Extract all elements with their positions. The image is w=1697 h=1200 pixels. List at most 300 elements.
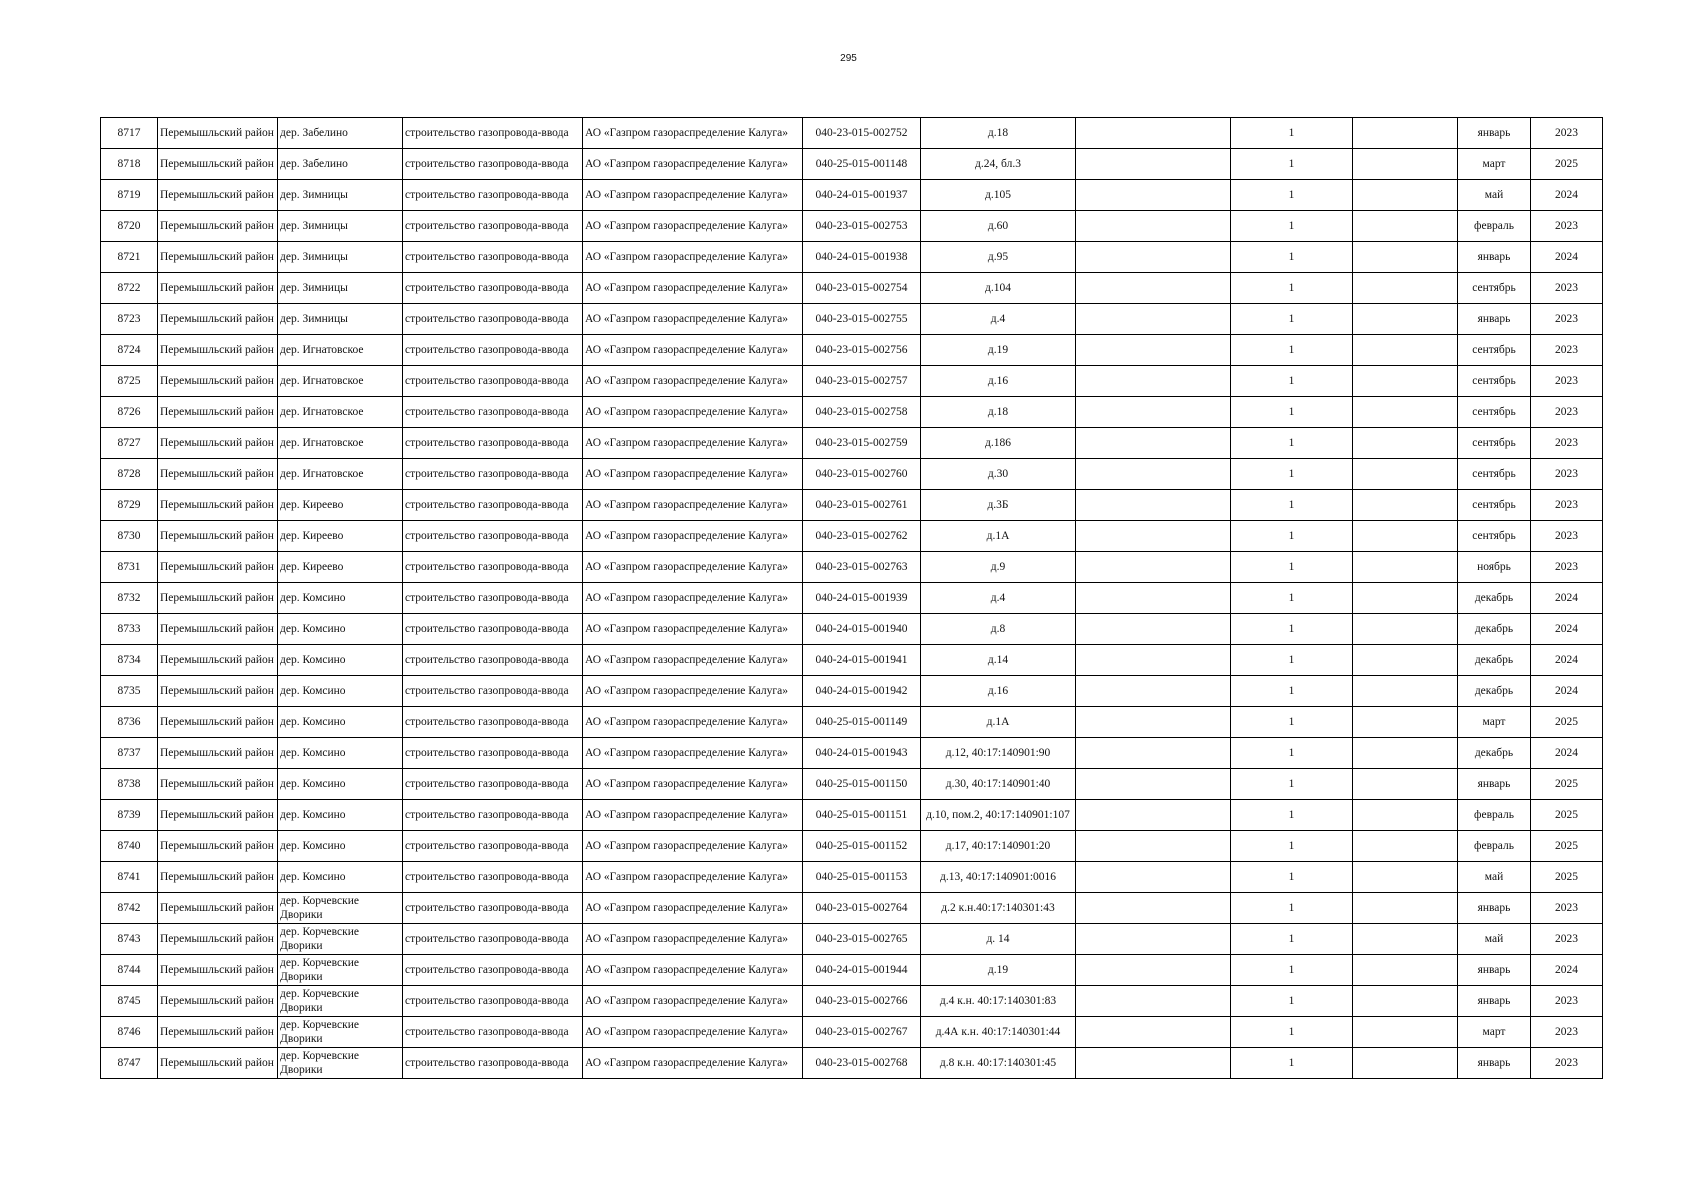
address-cell: д.16 xyxy=(921,366,1076,397)
empty-cell xyxy=(1353,893,1458,924)
address-cell: д.14 xyxy=(921,645,1076,676)
quantity-cell: 1 xyxy=(1231,366,1353,397)
district-cell: Перемышльский район xyxy=(158,397,278,428)
address-cell: д.9 xyxy=(921,552,1076,583)
district-cell: Перемышльский район xyxy=(158,149,278,180)
address-cell: д.186 xyxy=(921,428,1076,459)
empty-cell xyxy=(1076,273,1231,304)
quantity-cell: 1 xyxy=(1231,304,1353,335)
district-cell: Перемышльский район xyxy=(158,552,278,583)
settlement-cell: дер. Корчевские Дворики xyxy=(278,955,403,986)
inventory-number-cell: 040-24-015-001937 xyxy=(803,180,921,211)
month-cell: январь xyxy=(1458,893,1531,924)
row-number: 8720 xyxy=(101,211,158,242)
empty-cell xyxy=(1076,893,1231,924)
table-row xyxy=(101,893,1603,924)
row-number: 8741 xyxy=(101,862,158,893)
organization-cell: АО «Газпром газораспределение Калуга» xyxy=(583,769,803,800)
settlement-cell: дер. Комсино xyxy=(278,676,403,707)
quantity-cell: 1 xyxy=(1231,862,1353,893)
district-cell: Перемышльский район xyxy=(158,273,278,304)
quantity-cell: 1 xyxy=(1231,986,1353,1017)
month-cell: январь xyxy=(1458,955,1531,986)
row-number: 8725 xyxy=(101,366,158,397)
work-type-cell: строительство газопровода-ввода xyxy=(403,397,583,428)
inventory-number-cell: 040-24-015-001938 xyxy=(803,242,921,273)
table-row xyxy=(101,800,1603,831)
month-cell: ноябрь xyxy=(1458,552,1531,583)
address-cell: д.30 xyxy=(921,459,1076,490)
district-cell: Перемышльский район xyxy=(158,986,278,1017)
work-type-cell: строительство газопровода-ввода xyxy=(403,800,583,831)
row-number: 8739 xyxy=(101,800,158,831)
month-cell: сентябрь xyxy=(1458,397,1531,428)
empty-cell xyxy=(1353,397,1458,428)
month-cell: март xyxy=(1458,1017,1531,1048)
organization-cell: АО «Газпром газораспределение Калуга» xyxy=(583,304,803,335)
table-row xyxy=(101,521,1603,552)
year-cell: 2023 xyxy=(1531,428,1603,459)
quantity-cell: 1 xyxy=(1231,893,1353,924)
month-cell: декабрь xyxy=(1458,645,1531,676)
table-row xyxy=(101,211,1603,242)
work-type-cell: строительство газопровода-ввода xyxy=(403,242,583,273)
month-cell: май xyxy=(1458,924,1531,955)
address-cell: д.13, 40:17:140901:0016 xyxy=(921,862,1076,893)
table-row xyxy=(101,1017,1603,1048)
row-number: 8744 xyxy=(101,955,158,986)
empty-cell xyxy=(1353,583,1458,614)
row-number: 8729 xyxy=(101,490,158,521)
organization-cell: АО «Газпром газораспределение Калуга» xyxy=(583,583,803,614)
empty-cell xyxy=(1353,242,1458,273)
quantity-cell: 1 xyxy=(1231,614,1353,645)
district-cell: Перемышльский район xyxy=(158,769,278,800)
organization-cell: АО «Газпром газораспределение Калуга» xyxy=(583,366,803,397)
empty-cell xyxy=(1076,397,1231,428)
quantity-cell: 1 xyxy=(1231,800,1353,831)
quantity-cell: 1 xyxy=(1231,211,1353,242)
year-cell: 2023 xyxy=(1531,397,1603,428)
empty-cell xyxy=(1353,707,1458,738)
inventory-number-cell: 040-24-015-001940 xyxy=(803,614,921,645)
inventory-number-cell: 040-25-015-001153 xyxy=(803,862,921,893)
row-number: 8724 xyxy=(101,335,158,366)
organization-cell: АО «Газпром газораспределение Калуга» xyxy=(583,893,803,924)
quantity-cell: 1 xyxy=(1231,676,1353,707)
table-row xyxy=(101,428,1603,459)
district-cell: Перемышльский район xyxy=(158,955,278,986)
district-cell: Перемышльский район xyxy=(158,738,278,769)
year-cell: 2024 xyxy=(1531,738,1603,769)
empty-cell xyxy=(1076,552,1231,583)
settlement-cell: дер. Комсино xyxy=(278,614,403,645)
quantity-cell: 1 xyxy=(1231,521,1353,552)
settlement-cell: дер. Зимницы xyxy=(278,211,403,242)
table-body xyxy=(101,118,1603,1079)
empty-cell xyxy=(1076,800,1231,831)
settlement-cell: дер. Корчевские Дворики xyxy=(278,893,403,924)
empty-cell xyxy=(1353,273,1458,304)
work-type-cell: строительство газопровода-ввода xyxy=(403,707,583,738)
inventory-number-cell: 040-23-015-002759 xyxy=(803,428,921,459)
empty-cell xyxy=(1353,614,1458,645)
settlement-cell: дер. Киреево xyxy=(278,490,403,521)
table-row xyxy=(101,676,1603,707)
table-row xyxy=(101,738,1603,769)
table-row xyxy=(101,986,1603,1017)
quantity-cell: 1 xyxy=(1231,180,1353,211)
table-row xyxy=(101,335,1603,366)
empty-cell xyxy=(1353,304,1458,335)
address-cell: д.24, бл.3 xyxy=(921,149,1076,180)
work-type-cell: строительство газопровода-ввода xyxy=(403,1017,583,1048)
empty-cell xyxy=(1076,149,1231,180)
organization-cell: АО «Газпром газораспределение Калуга» xyxy=(583,490,803,521)
empty-cell xyxy=(1076,211,1231,242)
year-cell: 2023 xyxy=(1531,552,1603,583)
month-cell: январь xyxy=(1458,986,1531,1017)
organization-cell: АО «Газпром газораспределение Калуга» xyxy=(583,862,803,893)
empty-cell xyxy=(1076,335,1231,366)
empty-cell xyxy=(1076,459,1231,490)
year-cell: 2023 xyxy=(1531,273,1603,304)
year-cell: 2024 xyxy=(1531,645,1603,676)
month-cell: сентябрь xyxy=(1458,521,1531,552)
year-cell: 2023 xyxy=(1531,366,1603,397)
quantity-cell: 1 xyxy=(1231,831,1353,862)
empty-cell xyxy=(1353,986,1458,1017)
organization-cell: АО «Газпром газораспределение Калуга» xyxy=(583,552,803,583)
empty-cell xyxy=(1076,490,1231,521)
work-type-cell: строительство газопровода-ввода xyxy=(403,831,583,862)
address-cell: д.105 xyxy=(921,180,1076,211)
quantity-cell: 1 xyxy=(1231,1017,1353,1048)
month-cell: сентябрь xyxy=(1458,366,1531,397)
settlement-cell: дер. Корчевские Дворики xyxy=(278,924,403,955)
inventory-number-cell: 040-23-015-002763 xyxy=(803,552,921,583)
address-cell: д.95 xyxy=(921,242,1076,273)
month-cell: декабрь xyxy=(1458,583,1531,614)
inventory-number-cell: 040-23-015-002754 xyxy=(803,273,921,304)
district-cell: Перемышльский район xyxy=(158,707,278,738)
work-type-cell: строительство газопровода-ввода xyxy=(403,521,583,552)
row-number: 8738 xyxy=(101,769,158,800)
settlement-cell: дер. Комсино xyxy=(278,738,403,769)
month-cell: январь xyxy=(1458,1048,1531,1079)
work-type-cell: строительство газопровода-ввода xyxy=(403,924,583,955)
empty-cell xyxy=(1353,521,1458,552)
district-cell: Перемышльский район xyxy=(158,924,278,955)
quantity-cell: 1 xyxy=(1231,149,1353,180)
work-type-cell: строительство газопровода-ввода xyxy=(403,149,583,180)
district-cell: Перемышльский район xyxy=(158,490,278,521)
row-number: 8730 xyxy=(101,521,158,552)
year-cell: 2023 xyxy=(1531,335,1603,366)
table-row xyxy=(101,769,1603,800)
month-cell: сентябрь xyxy=(1458,273,1531,304)
empty-cell xyxy=(1353,862,1458,893)
month-cell: декабрь xyxy=(1458,614,1531,645)
quantity-cell: 1 xyxy=(1231,769,1353,800)
work-type-cell: строительство газопровода-ввода xyxy=(403,211,583,242)
empty-cell xyxy=(1076,614,1231,645)
address-cell: д.16 xyxy=(921,676,1076,707)
table-row xyxy=(101,924,1603,955)
inventory-number-cell: 040-23-015-002766 xyxy=(803,986,921,1017)
row-number: 8723 xyxy=(101,304,158,335)
district-cell: Перемышльский район xyxy=(158,366,278,397)
table-row xyxy=(101,955,1603,986)
address-cell: д.12, 40:17:140901:90 xyxy=(921,738,1076,769)
month-cell: сентябрь xyxy=(1458,490,1531,521)
organization-cell: АО «Газпром газораспределение Калуга» xyxy=(583,738,803,769)
year-cell: 2024 xyxy=(1531,242,1603,273)
settlement-cell: дер. Зимницы xyxy=(278,273,403,304)
year-cell: 2023 xyxy=(1531,211,1603,242)
work-type-cell: строительство газопровода-ввода xyxy=(403,118,583,149)
empty-cell xyxy=(1353,490,1458,521)
empty-cell xyxy=(1353,1017,1458,1048)
inventory-number-cell: 040-25-015-001152 xyxy=(803,831,921,862)
work-type-cell: строительство газопровода-ввода xyxy=(403,459,583,490)
table-row xyxy=(101,397,1603,428)
work-type-cell: строительство газопровода-ввода xyxy=(403,955,583,986)
address-cell: д.60 xyxy=(921,211,1076,242)
work-type-cell: строительство газопровода-ввода xyxy=(403,366,583,397)
inventory-number-cell: 040-25-015-001149 xyxy=(803,707,921,738)
empty-cell xyxy=(1353,428,1458,459)
table-row xyxy=(101,118,1603,149)
organization-cell: АО «Газпром газораспределение Калуга» xyxy=(583,149,803,180)
empty-cell xyxy=(1076,707,1231,738)
settlement-cell: дер. Корчевские Дворики xyxy=(278,986,403,1017)
settlement-cell: дер. Игнатовское xyxy=(278,428,403,459)
table-row xyxy=(101,304,1603,335)
organization-cell: АО «Газпром газораспределение Калуга» xyxy=(583,614,803,645)
empty-cell xyxy=(1353,831,1458,862)
address-cell: д.3Б xyxy=(921,490,1076,521)
work-type-cell: строительство газопровода-ввода xyxy=(403,335,583,366)
empty-cell xyxy=(1353,211,1458,242)
work-type-cell: строительство газопровода-ввода xyxy=(403,490,583,521)
table-row xyxy=(101,645,1603,676)
empty-cell xyxy=(1076,924,1231,955)
year-cell: 2024 xyxy=(1531,583,1603,614)
table-row xyxy=(101,180,1603,211)
work-type-cell: строительство газопровода-ввода xyxy=(403,1048,583,1079)
district-cell: Перемышльский район xyxy=(158,304,278,335)
address-cell: д.2 к.н.40:17:140301:43 xyxy=(921,893,1076,924)
month-cell: май xyxy=(1458,862,1531,893)
address-cell: д.19 xyxy=(921,335,1076,366)
empty-cell xyxy=(1076,521,1231,552)
inventory-number-cell: 040-23-015-002762 xyxy=(803,521,921,552)
year-cell: 2023 xyxy=(1531,986,1603,1017)
empty-cell xyxy=(1353,645,1458,676)
district-cell: Перемышльский район xyxy=(158,211,278,242)
empty-cell xyxy=(1076,242,1231,273)
empty-cell xyxy=(1353,118,1458,149)
quantity-cell: 1 xyxy=(1231,273,1353,304)
year-cell: 2025 xyxy=(1531,862,1603,893)
work-type-cell: строительство газопровода-ввода xyxy=(403,893,583,924)
month-cell: сентябрь xyxy=(1458,335,1531,366)
empty-cell xyxy=(1353,366,1458,397)
inventory-number-cell: 040-25-015-001151 xyxy=(803,800,921,831)
address-cell: д.8 xyxy=(921,614,1076,645)
organization-cell: АО «Газпром газораспределение Калуга» xyxy=(583,118,803,149)
empty-cell xyxy=(1353,738,1458,769)
inventory-number-cell: 040-23-015-002760 xyxy=(803,459,921,490)
empty-cell xyxy=(1076,366,1231,397)
empty-cell xyxy=(1353,335,1458,366)
empty-cell xyxy=(1353,676,1458,707)
district-cell: Перемышльский район xyxy=(158,862,278,893)
year-cell: 2025 xyxy=(1531,800,1603,831)
inventory-number-cell: 040-23-015-002768 xyxy=(803,1048,921,1079)
year-cell: 2024 xyxy=(1531,676,1603,707)
inventory-number-cell: 040-24-015-001941 xyxy=(803,645,921,676)
quantity-cell: 1 xyxy=(1231,924,1353,955)
row-number: 8731 xyxy=(101,552,158,583)
address-cell: д. 14 xyxy=(921,924,1076,955)
quantity-cell: 1 xyxy=(1231,1048,1353,1079)
organization-cell: АО «Газпром газораспределение Калуга» xyxy=(583,707,803,738)
page-number: 295 xyxy=(840,53,857,64)
organization-cell: АО «Газпром газораспределение Калуга» xyxy=(583,459,803,490)
quantity-cell: 1 xyxy=(1231,242,1353,273)
settlement-cell: дер. Киреево xyxy=(278,552,403,583)
year-cell: 2023 xyxy=(1531,521,1603,552)
year-cell: 2025 xyxy=(1531,149,1603,180)
address-cell: д.4А к.н. 40:17:140301:44 xyxy=(921,1017,1076,1048)
district-cell: Перемышльский район xyxy=(158,1048,278,1079)
settlement-cell: дер. Комсино xyxy=(278,800,403,831)
row-number: 8726 xyxy=(101,397,158,428)
settlement-cell: дер. Комсино xyxy=(278,707,403,738)
month-cell: март xyxy=(1458,707,1531,738)
work-type-cell: строительство газопровода-ввода xyxy=(403,676,583,707)
month-cell: январь xyxy=(1458,242,1531,273)
year-cell: 2023 xyxy=(1531,1017,1603,1048)
inventory-number-cell: 040-23-015-002758 xyxy=(803,397,921,428)
organization-cell: АО «Газпром газораспределение Калуга» xyxy=(583,180,803,211)
address-cell: д.18 xyxy=(921,118,1076,149)
settlement-cell: дер. Зимницы xyxy=(278,304,403,335)
district-cell: Перемышльский район xyxy=(158,1017,278,1048)
quantity-cell: 1 xyxy=(1231,645,1353,676)
work-type-cell: строительство газопровода-ввода xyxy=(403,552,583,583)
settlement-cell: дер. Зимницы xyxy=(278,180,403,211)
inventory-number-cell: 040-25-015-001148 xyxy=(803,149,921,180)
year-cell: 2024 xyxy=(1531,180,1603,211)
district-cell: Перемышльский район xyxy=(158,893,278,924)
table-row xyxy=(101,614,1603,645)
address-cell: д.4 xyxy=(921,304,1076,335)
district-cell: Перемышльский район xyxy=(158,800,278,831)
address-cell: д.4 к.н. 40:17:140301:83 xyxy=(921,986,1076,1017)
empty-cell xyxy=(1353,180,1458,211)
quantity-cell: 1 xyxy=(1231,583,1353,614)
row-number: 8740 xyxy=(101,831,158,862)
empty-cell xyxy=(1353,1048,1458,1079)
table-row xyxy=(101,273,1603,304)
inventory-number-cell: 040-23-015-002761 xyxy=(803,490,921,521)
empty-cell xyxy=(1076,862,1231,893)
table-row xyxy=(101,552,1603,583)
year-cell: 2023 xyxy=(1531,304,1603,335)
quantity-cell: 1 xyxy=(1231,459,1353,490)
district-cell: Перемышльский район xyxy=(158,831,278,862)
organization-cell: АО «Газпром газораспределение Калуга» xyxy=(583,955,803,986)
year-cell: 2025 xyxy=(1531,769,1603,800)
month-cell: сентябрь xyxy=(1458,428,1531,459)
work-type-cell: строительство газопровода-ввода xyxy=(403,862,583,893)
organization-cell: АО «Газпром газораспределение Калуга» xyxy=(583,924,803,955)
year-cell: 2023 xyxy=(1531,924,1603,955)
table-row xyxy=(101,242,1603,273)
address-cell: д.30, 40:17:140901:40 xyxy=(921,769,1076,800)
empty-cell xyxy=(1076,304,1231,335)
inventory-number-cell: 040-24-015-001942 xyxy=(803,676,921,707)
district-cell: Перемышльский район xyxy=(158,614,278,645)
settlement-cell: дер. Забелино xyxy=(278,118,403,149)
quantity-cell: 1 xyxy=(1231,955,1353,986)
work-type-cell: строительство газопровода-ввода xyxy=(403,738,583,769)
organization-cell: АО «Газпром газораспределение Калуга» xyxy=(583,335,803,366)
row-number: 8721 xyxy=(101,242,158,273)
quantity-cell: 1 xyxy=(1231,118,1353,149)
inventory-number-cell: 040-23-015-002752 xyxy=(803,118,921,149)
year-cell: 2024 xyxy=(1531,614,1603,645)
settlement-cell: дер. Игнатовское xyxy=(278,397,403,428)
row-number: 8728 xyxy=(101,459,158,490)
empty-cell xyxy=(1076,955,1231,986)
district-cell: Перемышльский район xyxy=(158,242,278,273)
year-cell: 2025 xyxy=(1531,707,1603,738)
row-number: 8737 xyxy=(101,738,158,769)
settlement-cell: дер. Комсино xyxy=(278,583,403,614)
row-number: 8747 xyxy=(101,1048,158,1079)
row-number: 8719 xyxy=(101,180,158,211)
organization-cell: АО «Газпром газораспределение Калуга» xyxy=(583,800,803,831)
empty-cell xyxy=(1353,924,1458,955)
empty-cell xyxy=(1076,645,1231,676)
work-type-cell: строительство газопровода-ввода xyxy=(403,769,583,800)
table-row xyxy=(101,1048,1603,1079)
month-cell: январь xyxy=(1458,118,1531,149)
year-cell: 2025 xyxy=(1531,831,1603,862)
organization-cell: АО «Газпром газораспределение Калуга» xyxy=(583,676,803,707)
district-cell: Перемышльский район xyxy=(158,521,278,552)
quantity-cell: 1 xyxy=(1231,738,1353,769)
work-type-cell: строительство газопровода-ввода xyxy=(403,986,583,1017)
work-type-cell: строительство газопровода-ввода xyxy=(403,583,583,614)
row-number: 8733 xyxy=(101,614,158,645)
empty-cell xyxy=(1353,552,1458,583)
address-cell: д.4 xyxy=(921,583,1076,614)
empty-cell xyxy=(1076,676,1231,707)
address-cell: д.8 к.н. 40:17:140301:45 xyxy=(921,1048,1076,1079)
empty-cell xyxy=(1076,769,1231,800)
inventory-number-cell: 040-23-015-002757 xyxy=(803,366,921,397)
row-number: 8718 xyxy=(101,149,158,180)
settlement-cell: дер. Игнатовское xyxy=(278,335,403,366)
empty-cell xyxy=(1076,986,1231,1017)
row-number: 8717 xyxy=(101,118,158,149)
row-number: 8734 xyxy=(101,645,158,676)
